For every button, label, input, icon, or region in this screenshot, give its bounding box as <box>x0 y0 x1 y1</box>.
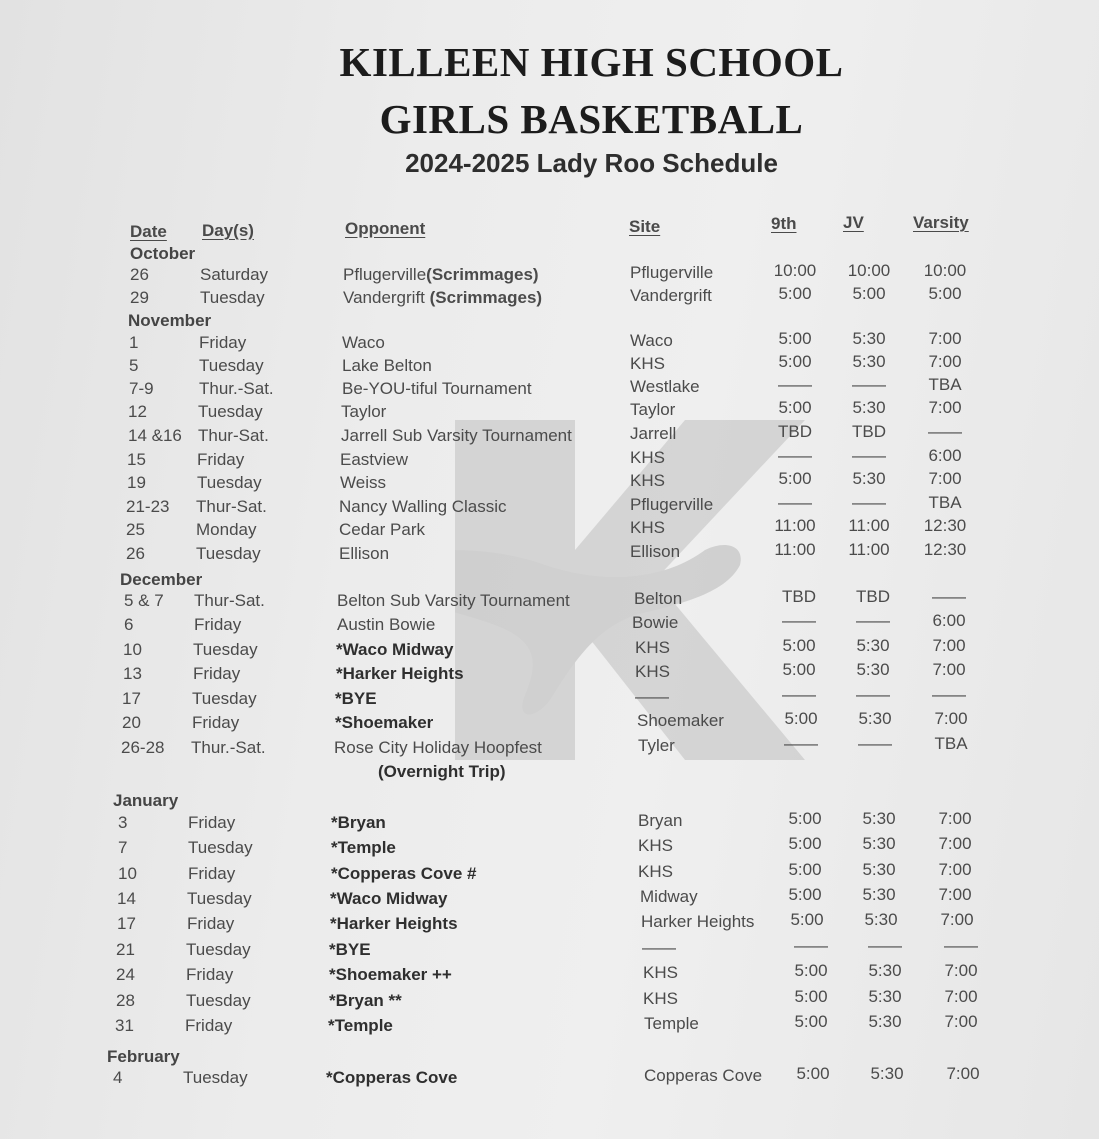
row-site: KHS <box>635 662 670 681</box>
team-title: GIRLS BASKETBALL <box>379 96 804 142</box>
row-day: Friday <box>197 450 245 469</box>
row-opponent: Eastview <box>340 450 409 469</box>
month-heading: December <box>120 570 203 589</box>
row-varsity-time: —— <box>932 587 966 606</box>
row-site: Westlake <box>630 377 700 396</box>
header-site: Site <box>629 217 661 236</box>
row-date: 25 <box>126 520 145 539</box>
row-date: 6 <box>124 615 134 634</box>
row-jv-time: 11:00 <box>848 516 890 535</box>
row-date: 14 <box>117 889 136 908</box>
month-heading: November <box>128 311 212 330</box>
row-date: 26 <box>130 265 149 284</box>
row-ninth-time: 10:00 <box>773 261 817 280</box>
row-opponent-note: (Scrimmages) <box>426 265 539 284</box>
row-jv-time: —— <box>852 493 886 512</box>
row-day: Friday <box>185 1016 233 1035</box>
row-opponent: *Harker Heights <box>330 914 458 933</box>
row-jv-time: —— <box>858 734 892 753</box>
row-varsity-time: 7:00 <box>932 636 966 655</box>
row-site: KHS <box>630 471 665 490</box>
row-opponent: *BYE <box>329 940 371 959</box>
row-varsity-time: 7:00 <box>928 469 962 488</box>
row-varsity-time: 7:00 <box>938 885 972 904</box>
row-site: Bowie <box>632 613 679 632</box>
row-jv-time: 5:30 <box>868 1012 902 1031</box>
row-varsity-time: —— <box>928 422 962 441</box>
row-varsity-time: 12:30 <box>923 540 967 559</box>
row-opponent: Austin Bowie <box>337 615 436 634</box>
month-heading: February <box>107 1047 180 1066</box>
row-jv-time: 5:30 <box>868 961 902 980</box>
row-opponent: Nancy Walling Classic <box>339 497 507 516</box>
row-opponent: *Copperas Cove <box>326 1068 458 1087</box>
row-date: 5 <box>129 356 139 375</box>
row-varsity-time: 7:00 <box>944 987 978 1006</box>
row-date: 7 <box>118 838 128 857</box>
row-site: Waco <box>630 331 673 350</box>
row-ninth-time: 5:00 <box>788 860 822 879</box>
row-ninth-time: 5:00 <box>778 352 812 371</box>
row-day: Saturday <box>200 265 269 284</box>
row-varsity-time: TBA <box>928 493 962 512</box>
row-jv-time: TBD <box>852 422 886 441</box>
row-jv-time: 5:30 <box>858 709 892 728</box>
row-opponent-note: (Overnight Trip) <box>378 762 506 781</box>
row-varsity-time: 7:00 <box>940 910 974 929</box>
row-site: Taylor <box>630 400 676 419</box>
row-date: 10 <box>123 640 142 659</box>
row-date: 17 <box>122 689 141 708</box>
row-ninth-time: 11:00 <box>774 540 816 559</box>
row-ninth-time: —— <box>784 734 818 753</box>
row-jv-time: 5:30 <box>862 885 896 904</box>
row-date: 28 <box>116 991 135 1010</box>
row-site: —— <box>635 687 669 706</box>
row-day: Tuesday <box>193 640 258 659</box>
row-varsity-time: 10:00 <box>923 261 967 280</box>
row-jv-time: 5:30 <box>856 660 890 679</box>
row-jv-time: —— <box>856 685 890 704</box>
row-day: Tuesday <box>198 402 263 421</box>
row-ninth-time: —— <box>794 936 828 955</box>
row-site: Ellison <box>630 542 681 561</box>
row-day: Monday <box>196 520 257 539</box>
row-day: Tuesday <box>199 356 264 375</box>
row-jv-time: —— <box>856 611 890 630</box>
row-varsity-time: 7:00 <box>938 834 972 853</box>
row-date: 15 <box>127 450 146 469</box>
row-varsity-time: 7:00 <box>928 398 962 417</box>
row-site: Bryan <box>638 811 683 830</box>
row-varsity-time: 7:00 <box>932 660 966 679</box>
row-ninth-time: 5:00 <box>788 885 822 904</box>
row-site: KHS <box>635 638 670 657</box>
row-jv-time: —— <box>852 375 886 394</box>
row-opponent: *Shoemaker ++ <box>329 965 452 984</box>
row-jv-time: TBD <box>856 587 890 606</box>
row-opponent: Belton Sub Varsity Tournament <box>337 591 570 610</box>
header-days: Day(s) <box>202 221 254 240</box>
row-varsity-time: 7:00 <box>934 709 968 728</box>
row-varsity-time: TBA <box>934 734 968 753</box>
row-varsity-time: 7:00 <box>928 352 962 371</box>
row-varsity-time: 7:00 <box>938 860 972 879</box>
row-date: 26-28 <box>121 738 165 757</box>
row-opponent: *Harker Heights <box>336 664 464 683</box>
row-opponent: *Bryan ** <box>329 991 402 1010</box>
row-site: KHS <box>630 518 665 537</box>
row-opponent: Lake Belton <box>342 356 432 375</box>
header-jv: JV <box>843 213 864 232</box>
row-jv-time: 5:30 <box>852 469 886 488</box>
row-date: 7-9 <box>129 379 154 398</box>
row-ninth-time: TBD <box>782 587 816 606</box>
row-date: 26 <box>126 544 145 563</box>
row-jv-time: 5:30 <box>862 860 896 879</box>
row-ninth-time: 5:00 <box>778 398 812 417</box>
row-date: 13 <box>123 664 142 683</box>
row-jv-time: 5:30 <box>870 1064 904 1083</box>
row-opponent: *Bryan <box>331 813 386 832</box>
row-ninth-time: 5:00 <box>788 834 822 853</box>
row-opponent: Waco <box>342 333 385 352</box>
row-ninth-time: 5:00 <box>782 636 816 655</box>
row-day: Friday <box>188 864 236 883</box>
row-site: KHS <box>630 448 665 467</box>
row-varsity-time: 6:00 <box>932 611 966 630</box>
row-date: 29 <box>130 288 149 307</box>
row-ninth-time: 5:00 <box>778 469 812 488</box>
row-ninth-time: 5:00 <box>784 709 818 728</box>
row-site: KHS <box>643 989 678 1008</box>
row-date: 3 <box>118 813 128 832</box>
row-jv-time: 5:30 <box>864 910 898 929</box>
row-jv-time: 5:30 <box>868 987 902 1006</box>
row-day: Tuesday <box>192 689 257 708</box>
row-varsity-time: 7:00 <box>938 809 972 828</box>
row-site: Pflugerville <box>630 495 714 514</box>
row-ninth-time: 5:00 <box>796 1064 830 1083</box>
row-opponent: *Temple <box>331 838 396 857</box>
row-site: Harker Heights <box>641 912 755 931</box>
row-ninth-time: —— <box>782 685 816 704</box>
month-heading: October <box>130 244 196 263</box>
row-opponent: Vandergrift (Scrimmages) <box>343 288 543 307</box>
row-day: Thur-Sat. <box>194 591 265 610</box>
row-day: Friday <box>192 713 240 732</box>
school-title: KILLEEN HIGH SCHOOL <box>339 39 844 85</box>
row-site: Shoemaker <box>637 711 724 730</box>
row-date: 5 & 7 <box>124 591 164 610</box>
row-day: Tuesday <box>186 991 251 1010</box>
row-day: Tuesday <box>183 1068 248 1087</box>
row-ninth-time: TBD <box>778 422 812 441</box>
row-opponent: *Shoemaker <box>335 713 434 732</box>
row-jv-time: 5:30 <box>852 352 886 371</box>
row-varsity-time: TBA <box>928 375 962 394</box>
row-day: Friday <box>193 664 241 683</box>
row-site: KHS <box>638 836 673 855</box>
row-ninth-time: 5:00 <box>778 329 812 348</box>
row-jv-time: 5:00 <box>852 284 886 303</box>
row-site: KHS <box>638 862 673 881</box>
row-site: Copperas Cove <box>644 1066 763 1085</box>
row-jv-time: —— <box>868 936 902 955</box>
row-site: Temple <box>644 1014 699 1033</box>
row-day: Friday <box>187 914 235 933</box>
row-ninth-time: —— <box>778 375 812 394</box>
row-opponent: *Copperas Cove # <box>331 864 477 883</box>
row-date: 10 <box>118 864 137 883</box>
row-varsity-time: 7:00 <box>928 329 962 348</box>
row-day: Thur-Sat. <box>198 426 269 445</box>
row-day: Tuesday <box>188 838 253 857</box>
row-opponent: *Waco Midway <box>336 640 454 659</box>
row-ninth-time: 5:00 <box>794 1012 828 1031</box>
row-date: 12 <box>128 402 147 421</box>
row-site: Midway <box>640 887 698 906</box>
header-date: Date <box>130 222 167 241</box>
row-day: Thur-Sat. <box>196 497 267 516</box>
row-site: Vandergrift <box>630 286 712 305</box>
schedule-subtitle: 2024-2025 Lady Roo Schedule <box>405 148 778 178</box>
row-date: 20 <box>122 713 141 732</box>
month-heading: January <box>113 791 179 810</box>
row-ninth-time: —— <box>778 493 812 512</box>
row-jv-time: 5:30 <box>862 809 896 828</box>
row-ninth-time: 5:00 <box>782 660 816 679</box>
row-opponent: *Waco Midway <box>330 889 448 908</box>
row-opponent: Taylor <box>341 402 387 421</box>
row-date: 21-23 <box>126 497 170 516</box>
row-day: Friday <box>199 333 247 352</box>
row-site: Tyler <box>638 736 675 755</box>
row-site: Belton <box>634 589 683 608</box>
row-date: 21 <box>116 940 135 959</box>
row-opponent: *Temple <box>328 1016 393 1035</box>
row-jv-time: 5:30 <box>852 398 886 417</box>
row-jv-time: 5:30 <box>856 636 890 655</box>
row-opponent: Weiss <box>340 473 386 492</box>
row-date: 17 <box>117 914 136 933</box>
row-jv-time: 11:00 <box>848 540 890 559</box>
row-opponent: Be-YOU-tiful Tournament <box>342 379 532 398</box>
row-ninth-time: 5:00 <box>794 987 828 1006</box>
row-varsity-time: 7:00 <box>946 1064 980 1083</box>
row-jv-time: —— <box>852 446 886 465</box>
row-opponent: Rose City Holiday Hoopfest <box>334 738 542 757</box>
row-varsity-time: 5:00 <box>928 284 962 303</box>
row-jv-time: 5:30 <box>852 329 886 348</box>
row-varsity-time: 6:00 <box>928 446 962 465</box>
row-varsity-time: 7:00 <box>944 961 978 980</box>
row-varsity-time: —— <box>944 936 978 955</box>
row-jv-time: 5:30 <box>862 834 896 853</box>
row-day: Tuesday <box>200 288 265 307</box>
row-day: Thur.-Sat. <box>199 379 274 398</box>
row-ninth-time: —— <box>778 446 812 465</box>
row-date: 4 <box>113 1068 123 1087</box>
row-date: 14 &16 <box>128 426 182 445</box>
row-ninth-time: 5:00 <box>790 910 824 929</box>
header-ninth: 9th <box>771 214 797 233</box>
row-varsity-time: —— <box>932 685 966 704</box>
row-ninth-time: —— <box>782 611 816 630</box>
row-site: KHS <box>630 354 665 373</box>
row-day: Tuesday <box>186 940 251 959</box>
row-varsity-time: 12:30 <box>923 516 967 535</box>
row-site: Jarrell <box>630 424 677 443</box>
row-ninth-time: 5:00 <box>788 809 822 828</box>
row-opponent: Jarrell Sub Varsity Tournament <box>341 426 572 445</box>
row-opponent: *BYE <box>335 689 377 708</box>
header-varsity: Varsity <box>913 213 969 232</box>
row-day: Friday <box>188 813 236 832</box>
row-date: 19 <box>127 473 146 492</box>
row-day: Tuesday <box>197 473 262 492</box>
row-day: Tuesday <box>196 544 261 563</box>
row-day: Thur.-Sat. <box>191 738 266 757</box>
row-day: Friday <box>194 615 242 634</box>
row-opponent-note: (Scrimmages) <box>424 288 543 307</box>
row-ninth-time: 11:00 <box>774 516 816 535</box>
header-opponent: Opponent <box>345 219 426 238</box>
row-day: Friday <box>186 965 234 984</box>
row-date: 31 <box>115 1016 134 1035</box>
row-date: 24 <box>116 965 135 984</box>
row-varsity-time: 7:00 <box>944 1012 978 1031</box>
row-opponent: Ellison <box>339 544 390 563</box>
row-site: —— <box>642 938 676 957</box>
row-site: KHS <box>643 963 678 982</box>
row-site: Pflugerville <box>630 263 714 282</box>
row-date: 1 <box>129 333 139 352</box>
row-ninth-time: 5:00 <box>778 284 812 303</box>
row-opponent: Pflugerville(Scrimmages) <box>343 265 539 284</box>
row-jv-time: 10:00 <box>847 261 891 280</box>
row-opponent: Cedar Park <box>339 520 425 539</box>
row-ninth-time: 5:00 <box>794 961 828 980</box>
row-day: Tuesday <box>187 889 252 908</box>
